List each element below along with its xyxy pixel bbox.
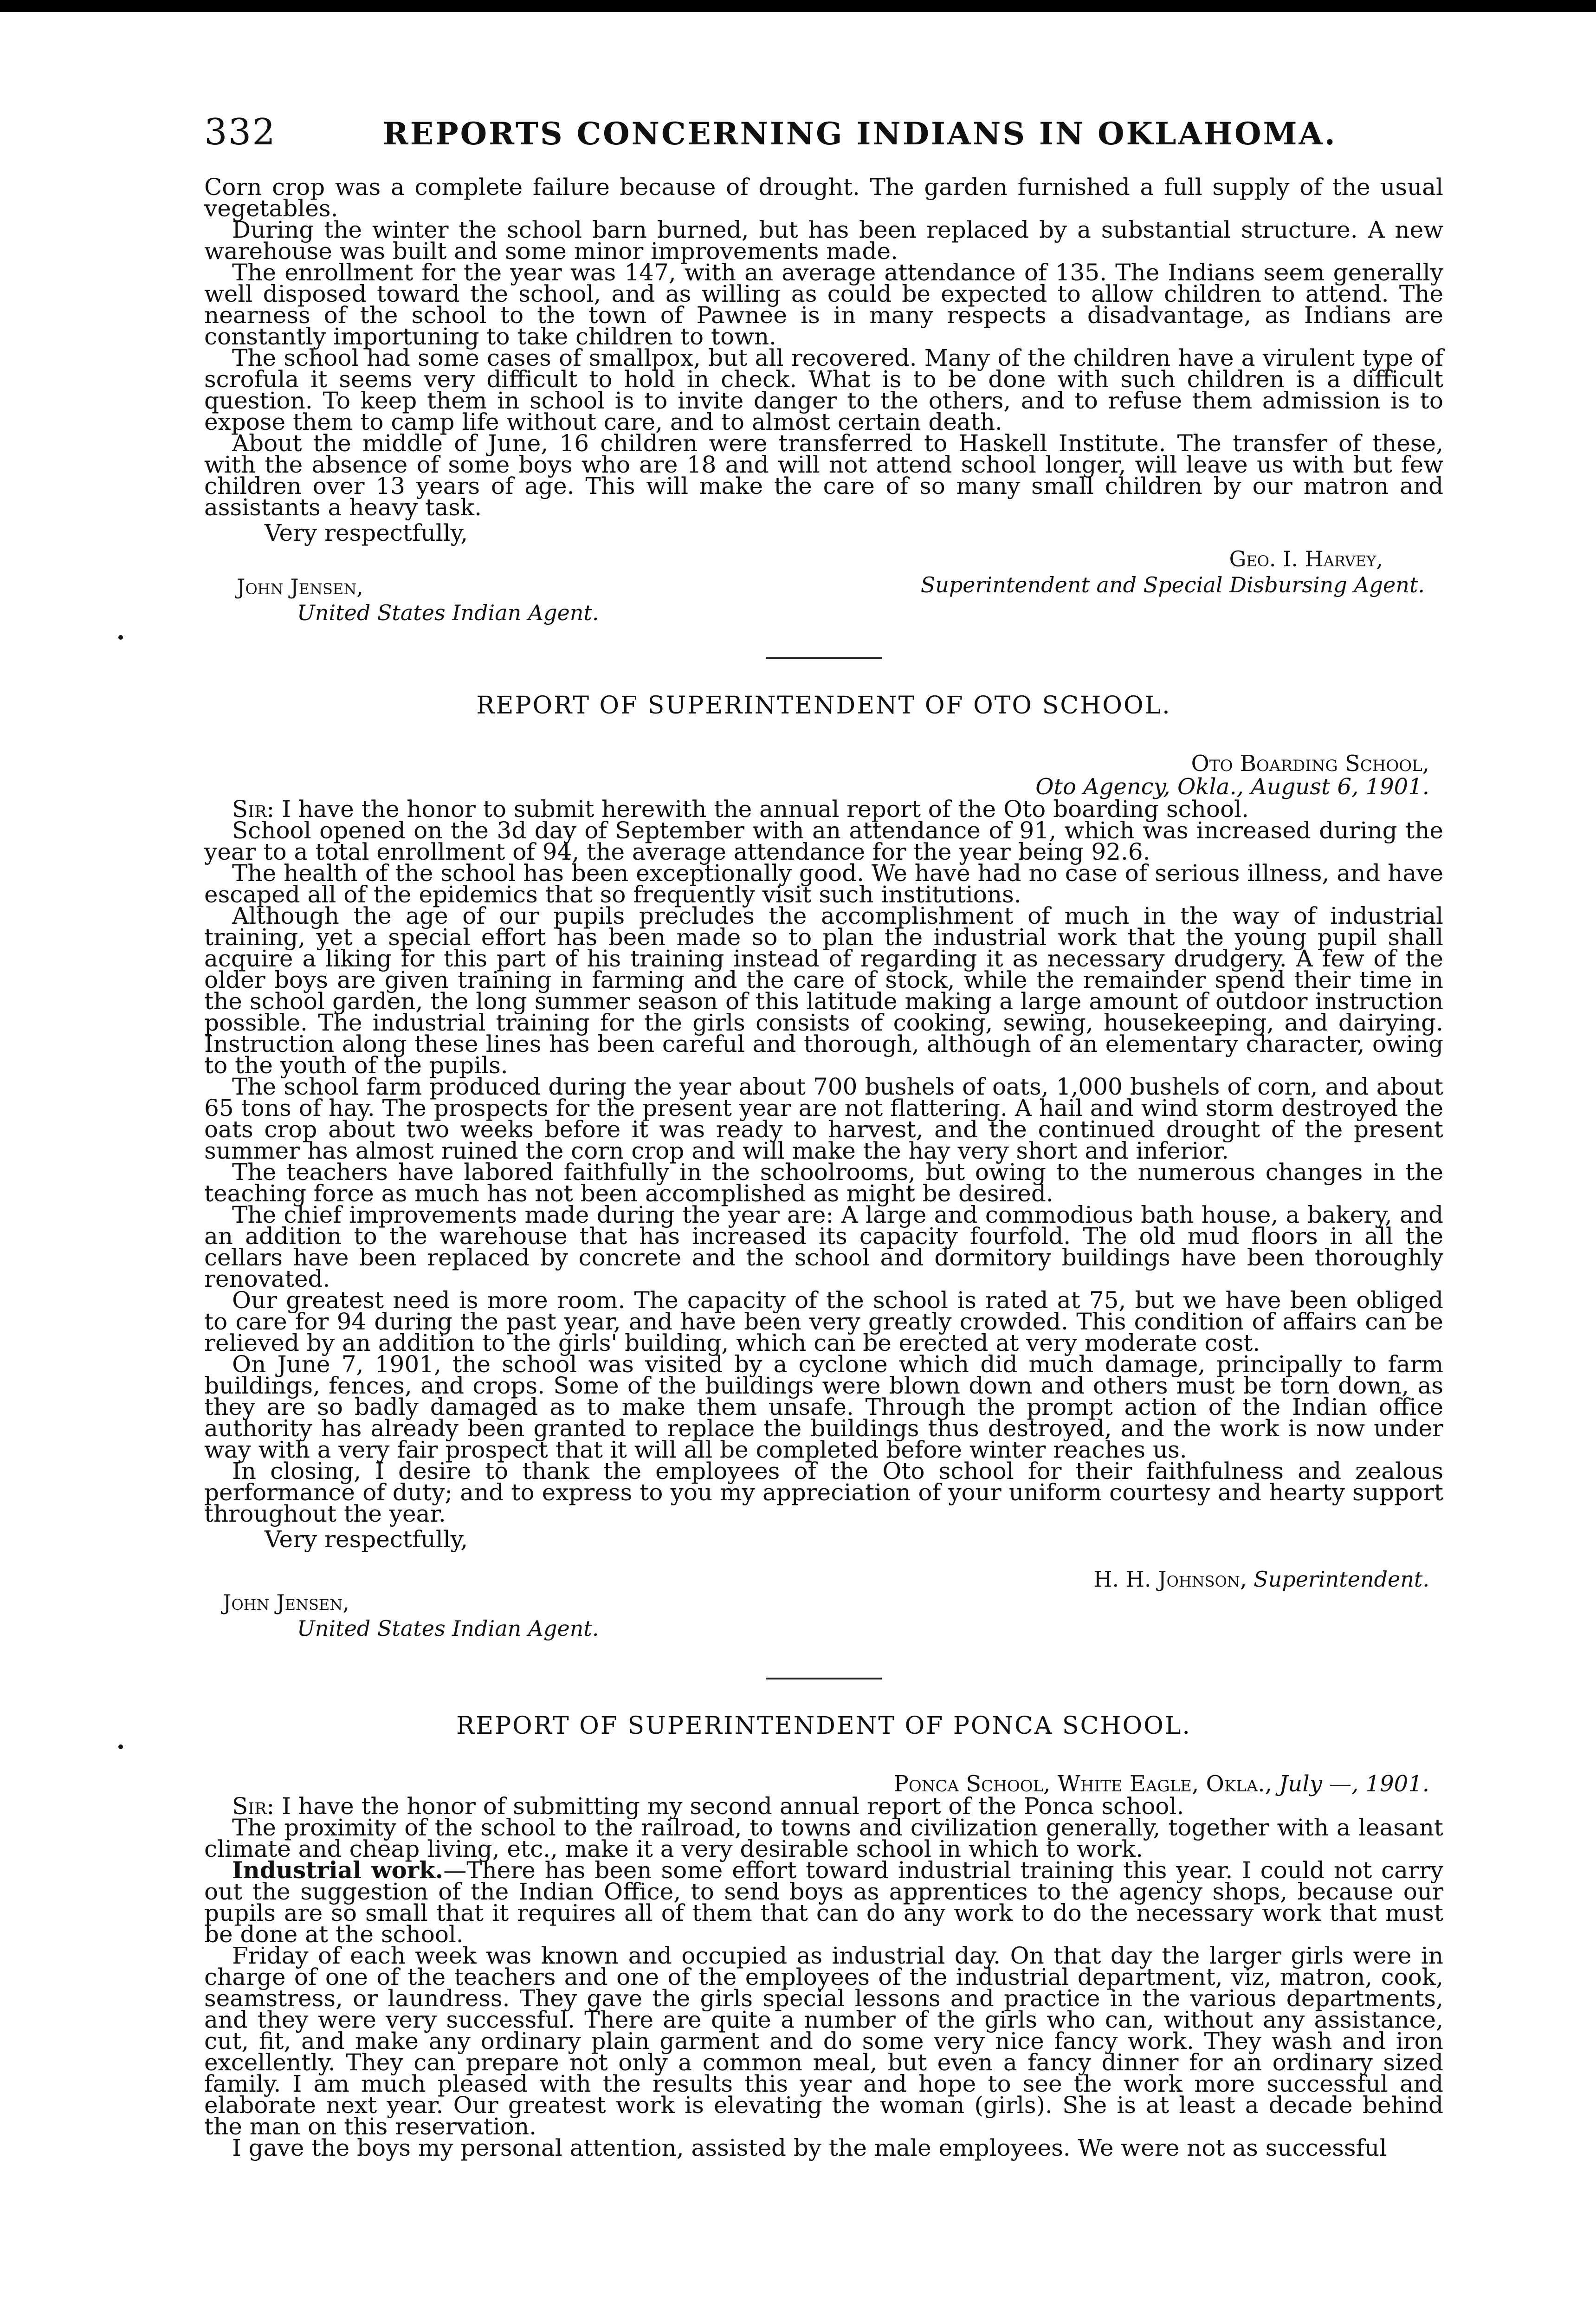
industrial-paragraph [204, 1856, 1443, 1948]
run-in-heading: Industrial work. [232, 1856, 444, 1884]
salutation: Sir: [232, 1793, 275, 1820]
pawnee-report-continuation [204, 176, 1443, 625]
addressee-title: United States Indian Agent. [297, 600, 599, 625]
addressee-name: John Jensen, [237, 574, 363, 599]
paragraph: The health of the school has been exceptionally good. We have had no case of serious illness, and have escaped all of the epidemics that so frequently visit such institutions. [204, 860, 1443, 908]
dateline-school: Oto Boarding School, [1191, 751, 1429, 777]
section-divider [766, 1678, 882, 1679]
dateline-place: Ponca School, White Eagle, Okla., [893, 1771, 1272, 1797]
addressee [223, 1566, 599, 1641]
paragraph: During the winter the school barn burned, but has been replaced by a substantial structure. A new warehouse was built and some minor improvements made. [204, 216, 1443, 265]
signer-title: Superintendent. [1254, 1567, 1429, 1592]
page-number: 332 [204, 111, 276, 153]
section-heading: REPORT OF SUPERINTENDENT OF PONCA SCHOOL. [456, 1712, 1191, 1740]
paragraph: The enrollment for the year was 147, with an average attendance of 135. The Indians seem generally well disposed toward the school, and as willing as could be expected to allow children to attend. The nearness of the school to the town of Pawnee is in many respects a disadvantage, as Indians are constantly importuning to take children to town. [204, 259, 1443, 350]
paragraph: Friday of each week was known and occupied as industrial day. On that day the larger girls were in charge of one of the teachers and one of the employees of the industrial department, viz, matron, cook, seamstress, or laundress. They gave the girls special lessons and practice in the various departments, and they were very successful. There are quite a number of the girls who can, without any assistance, cut, fit, and make any ordinary plain garment and do some very nice fancy work. They wash and iron excellently. They can prepare not only a common meal, but even a fancy dinner for an ordinary sized family. I am much pleased with the results this year and hope to see the work more successful and elaborate next year. Our greatest work is elevating the woman (girls). She is at least a decade behind the man on this reservation. [204, 1942, 1443, 2140]
dateline [204, 752, 1443, 798]
paragraph: On June 7, 1901, the school was visited by a cyclone which did much damage, principally to farm buildings, fences, and crops. Some of the buildings were blown down and others must be torn down, as they are so badly damaged as to make them unsafe. Through the prompt action of the Indian office authority has already been granted to replace the buildings thus destroyed, and the work is now under way with a very fair prospect that it will all be completed before winter reaches us. [204, 1351, 1443, 1463]
paragraph: School opened on the 3d day of September with an attendance of 91, which was increased during the year to a total enrollment of 94, the average attendance for the year being 92.6. [204, 817, 1443, 865]
paragraph: The teachers have labored faithfully in the schoolrooms, but owing to the numerous changes in the teaching force as much has not been accomplished as might be desired. [204, 1159, 1443, 1207]
signer [1093, 1566, 1429, 1592]
paragraph-text: I have the honor of submitting my second annual report of the Ponca school. [282, 1793, 1184, 1820]
signer-name: Geo. I. Harvey, [1229, 546, 1383, 571]
oto-report [204, 692, 1443, 1645]
ponca-report [204, 1712, 1443, 2159]
paragraph: The proximity of the school to the railroad, to towns and civilization generally, together with a leasant climate and cheap living, etc., make it a very desirable school in which to work. [204, 1814, 1443, 1862]
addressee-title: United States Indian Agent. [297, 1616, 599, 1641]
scan-edge-top [0, 0, 1596, 12]
paragraph: About the middle of June, 16 children were transferred to Haskell Institute. The transfer of these, with the absence of some boys who are 18 and will not attend school longer, will leave us with but few children over 13 years of age. This will make the care of so many small children by our matron and assistants a heavy task. [204, 430, 1443, 521]
signature-block [204, 1566, 1443, 1645]
addressee-name: John Jensen, [223, 1590, 349, 1615]
paragraph: The school had some cases of smallpox, but all recovered. Many of the children have a virulent type of scrofula it seems very difficult to hold in check. What is to be done with such children is a difficult question. To keep them in school is to invite danger to the others, and to refuse them admission is to expose them to camp life without care, and to almost certain death. [204, 344, 1443, 435]
page [204, 111, 1443, 2159]
signature-block [204, 546, 1443, 625]
running-head [204, 111, 1443, 153]
paragraph: I gave the boys my personal attention, assisted by the male employees. We were not as successful [232, 2134, 1387, 2161]
paragraph: Although the age of our pupils precludes the accomplishment of much in the way of industrial training, yet a special effort has been made so to plan the industrial work that the young pupil shall acquire a liking for this part of his training instead of regarding it as necessary drudgery. A few of the older boys are given training in farming and the care of stock, while the remainder spend their time in the school garden, the long summer season of this latitude making a large amount of outdoor instruction possible. The industrial training for the girls consists of cooking, sewing, housekeeping, and dairying. Instruction along these lines has been careful and thorough, although of an elementary character, owing to the youth of the pupils. [204, 902, 1443, 1079]
signer-name: H. H. Johnson, [1093, 1567, 1247, 1592]
paragraph: The chief improvements made during the year are: A large and commodious bath house, a bakery, and an addition to the warehouse that has increased its capacity fourfold. The old mud floors in all the cellars have been replaced by concrete and the school and dormitory buildings have been thoroughly renovated. [204, 1201, 1443, 1292]
dateline [204, 1772, 1443, 1796]
salutation: Sir: [232, 796, 275, 823]
paragraph: The school farm produced during the year about 700 bushels of oats, 1,000 bushels of corn, and about 65 tons of hay. The prospects for the present year are not flattering. A hail and wind storm destroyed the oats crop about two weeks before it was ready to harvest, and the continued drought of the present summer has almost ruined the corn crop and will make the hay very short and inferior. [204, 1073, 1443, 1164]
scan-speck [118, 1744, 123, 1749]
addressee [237, 546, 599, 626]
paragraph: In closing, I desire to thank the employees of the Oto school for their faithfulness and zealous performance of duty; and to express to you my appreciation of your uniform courtesy and hearty support throughout the year. [204, 1458, 1443, 1527]
dateline-place-date: Oto Agency, Okla., August 6, 1901. [1035, 774, 1429, 800]
running-title: REPORTS CONCERNING INDIANS IN OKLAHOMA. [382, 116, 1337, 152]
dateline-date: July —, 1901. [1279, 1771, 1429, 1797]
closing: Very respectfully, [265, 1526, 468, 1553]
closing: Very respectfully, [265, 519, 468, 546]
scan-speck [118, 635, 123, 640]
section-divider [766, 657, 882, 659]
signer [921, 546, 1425, 598]
paragraph: Our greatest need is more room. The capacity of the school is rated at 75, but we have been obliged to care for 94 during the past year, and have been very greatly crowded. This condition of affairs can be relieved by an addition to the girls' building, which can be erected at very moderate cost. [204, 1287, 1443, 1356]
signer-title: Superintendent and Special Disbursing Agent. [920, 572, 1425, 597]
section-heading: REPORT OF SUPERINTENDENT OF OTO SCHOOL. [476, 692, 1171, 720]
paragraph-text: I have the honor to submit herewith the annual report of the Oto boarding school. [282, 796, 1249, 823]
paragraph: Corn crop was a complete failure because of drought. The garden furnished a full supply of the usual vegetables. [204, 174, 1443, 222]
paragraph-text: —There has been some effort toward industrial training this year. I could not carry out the suggestion of the Indian Office, to send boys as apprentices to the agency shops, because our pupils are so small that it requires all of them that can do any work to do the necessary work that must be done at the school. [204, 1857, 1443, 1948]
